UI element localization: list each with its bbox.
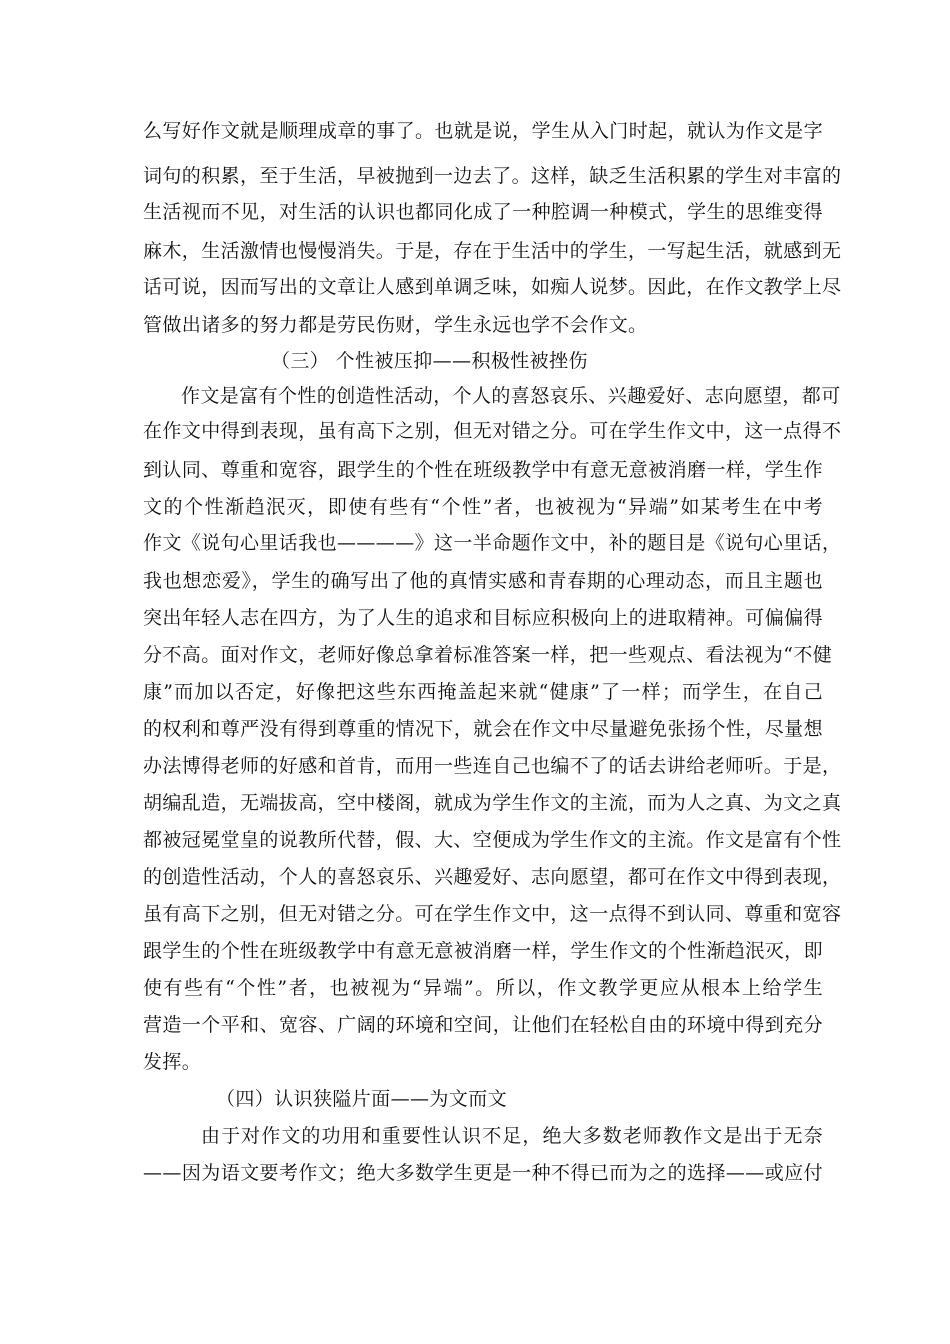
text-line: 麻木，生活激情也慢慢消失。于是，存在于生活中的学生，一写起生活，就感到无 <box>143 240 842 262</box>
text-line: 在作文中得到表现，虽有高下之别，但无对错之分。可在学生作文中，这一点得不 <box>143 420 842 442</box>
text-line: 分不高。面对作文，老师好像总拿着标准答案一样，把一些观点、看法视为“不健 <box>143 644 833 666</box>
text-line: 作文是富有个性的创造性活动，个人的喜怒哀乐、兴趣爱好、志向愿望，都可 <box>181 385 841 407</box>
text-line: 管做出诸多的努力都是劳民伤财，学生永远也学不会作文。 <box>143 314 648 336</box>
text-line: 由于对作文的功用和重要性认识不足，绝大多数老师教作文是出于无奈 <box>201 1125 823 1147</box>
text-line: 文的个性渐趋泯灭，即使有些有“个性”者，也被视为“异端”如某考生在中考 <box>143 496 823 518</box>
text-line: 我也想恋爱》，学生的确写出了他的真情实感和青春期的心理动态，而且主题也 <box>143 570 823 592</box>
section-heading-3: （三） 个性被压抑——积极性被挫伤 <box>271 350 588 372</box>
text-line: 到认同、尊重和宽容，跟学生的个性在班级教学中有意无意被消磨一样，学生作 <box>143 459 823 481</box>
text-line: 作文《说句心里话我也————》这一半命题作文中，补的题目是《说句心里话， <box>143 532 842 554</box>
text-line: 营造一个平和、宽容、广阔的环境和空间，让他们在轻松自由的环境中得到充分 <box>143 1014 823 1036</box>
text-line: 胡编乱造，无端拔高，空中楼阁，就成为学生作文的主流，而为人之真、为文之真 <box>143 792 842 814</box>
text-line: 跟学生的个性在班级教学中有意无意被消磨一样，学生作文的个性渐趋泯灭，即 <box>143 940 823 962</box>
text-line: 都被冠冕堂皇的说教所代替，假、大、空便成为学生作文的主流。作文是富有个性 <box>143 829 842 851</box>
text-line: 康”而加以否定，好像把这些东西掩盖起来就“健康”了一样；而学生，在自己 <box>143 681 823 703</box>
text-line: 的权利和尊严没有得到尊重的情况下，就会在作文中尽量避免张扬个性，尽量想 <box>143 718 823 740</box>
text-line: 词句的积累，至于生活，早被抛到一边去了。这样，缺乏生活积累的学生对丰富的 <box>143 165 842 187</box>
text-line: 的创造性活动，个人的喜怒哀乐、兴趣爱好、志向愿望，都可在作文中得到表现， <box>143 866 842 888</box>
text-line: 突出年轻人志在四方，为了人生的追求和目标应积极向上的进取精神。可偏偏得 <box>143 607 823 629</box>
text-line: 办法博得老师的好感和首肯，而用一些连自己也编不了的话去讲给老师听。于是， <box>143 755 842 777</box>
text-line: ——因为语文要考作文；绝大多数学生更是一种不得已而为之的选择——或应付 <box>143 1162 823 1184</box>
text-line: 使有些有“个性”者，也被视为“异端”。所以，作文教学更应从根本上给学生 <box>143 977 823 999</box>
text-line: 虽有高下之别，但无对错之分。可在学生作文中，这一点得不到认同、尊重和宽容 <box>143 903 842 925</box>
section-heading-4: （四）认识狭隘片面——为文而文 <box>216 1088 508 1110</box>
text-line: 发挥。 <box>143 1051 202 1073</box>
text-line: 话可说，因而写出的文章让人感到单调乏味，如痴人说梦。因此，在作文教学上尽 <box>143 276 842 298</box>
text-line: 么写好作文就是顺理成章的事了。也就是说，学生从入门时起，就认为作文是字 <box>143 120 823 142</box>
text-line: 生活视而不见，对生活的认识也都同化成了一种腔调一种模式，学生的思维变得 <box>143 201 823 223</box>
